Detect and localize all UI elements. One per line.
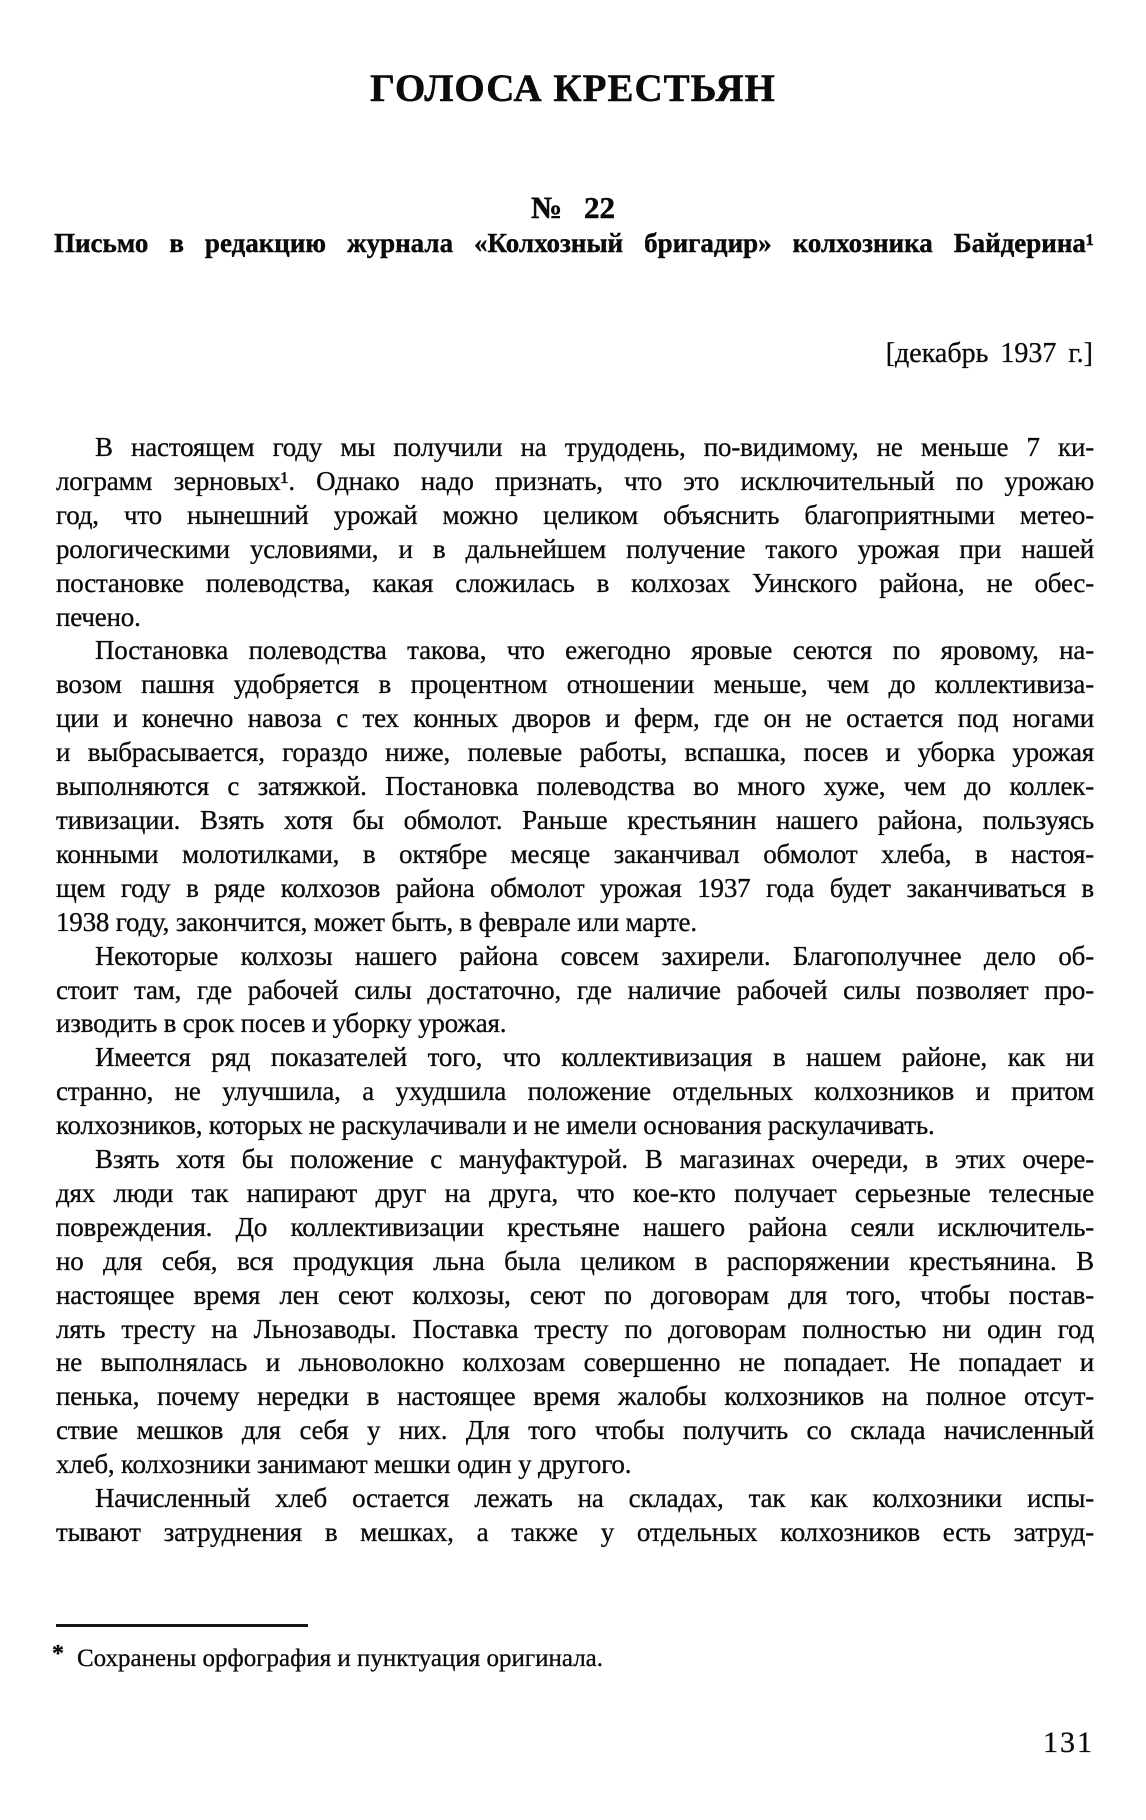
text-line: тивизации. Взять хотя бы обмолот. Раньше крестьянин нашего района, пользуясь (56, 804, 1094, 835)
text-line: Взять хотя бы положение с мануфактурой. В магазинах очереди, в этих очере- (95, 1144, 1094, 1175)
footnote-divider (56, 1624, 308, 1627)
footnote-marker: * (52, 1641, 64, 1667)
text-line: стоит там, где рабочей силы достаточно, где наличие рабочей силы позволяет про- (56, 974, 1094, 1005)
text-line: возом пашня удобряется в процентном отношении меньше, чем до коллективиза- (56, 669, 1094, 700)
paragraph (56, 1482, 1094, 1550)
text-line: щем году в ряде колхозов района обмолот урожая 1937 года будет заканчиваться в (56, 872, 1094, 903)
text-line: повреждения. До коллективизации крестьяне нашего района сеяли исключитель- (56, 1211, 1094, 1242)
text-line: Начисленный хлеб остается лежать на складах, так как колхозники испы- (95, 1483, 1094, 1514)
text-line: постановке полеводства, какая сложилась в колхозах Уинского района, не обес- (56, 567, 1094, 598)
text-line: но для себя, вся продукция льна была целиком в распоряжении крестьянина. В (56, 1245, 1094, 1276)
paragraph (56, 940, 1094, 1042)
text-line: изводить в срок посев и уборку урожая. (56, 1008, 507, 1039)
text-line: ции и конечно навоза с тех конных дворов и ферм, где он не остается под ногами (56, 703, 1094, 734)
text-line: колхозников, которых не раскулачивали и не имели основания раскулачивать. (56, 1110, 935, 1141)
text-line: год, что нынешний урожай можно целиком объяснить благоприятными метео- (56, 499, 1094, 530)
text-line: 1938 году, закончится, может быть, в феврале или марте. (56, 906, 697, 937)
paragraph (56, 634, 1094, 939)
text-line: рологическими условиями, и в дальнейшем получение такого урожая при нашей (56, 533, 1094, 564)
text-line: лять тресту на Льнозаводы. Поставка тресту по договорам полностью ни один год (56, 1313, 1094, 1344)
text-line: тывают затруднения в мешках, а также у отдельных колхозников есть затруд- (56, 1517, 1094, 1547)
text-line: не выполнялась и льноволокно колхозам совершенно не попадает. Не попадает и (56, 1347, 1094, 1378)
text-line: выполняются с затяжкой. Постановка полеводства во много хуже, чем до коллек- (56, 771, 1094, 802)
text-line: и выбрасывается, гораздо ниже, полевые работы, вспашка, посев и уборка урожая (56, 737, 1094, 768)
paragraph (56, 1041, 1094, 1143)
footnote-text: Сохранены орфография и пунктуация оригинала. (77, 1645, 604, 1672)
page-number: 131 (1043, 1726, 1094, 1759)
footnote (52, 1641, 812, 1673)
text-line: дях люди так напирают друг на друга, что кое-кто получает серьезные телесные (56, 1177, 1094, 1208)
document-subtitle: Письмо в редакцию журнала «Колхозный бригадир» колхозника Байдерина¹ (54, 228, 1094, 258)
text-line: конными молотилками, в октябре месяце заканчивал обмолот хлеба, в настоя- (56, 838, 1094, 869)
text-line: Постановка полеводства такова, что ежегодно яровые сеются по яровому, на- (95, 635, 1094, 666)
text-line: В настоящем году мы получили на трудодень, по-видимому, не меньше 7 ки- (95, 432, 1094, 462)
document-number-heading: № 22 (531, 190, 615, 225)
text-line: Имеется ряд показателей того, что коллективизация в нашем районе, как ни (95, 1042, 1094, 1073)
text-line: печено. (56, 601, 141, 632)
text-line: Некоторые колхозы нашего района совсем захирели. Благополучнее дело об- (95, 940, 1094, 971)
text-line: пенька, почему нередки в настоящее время жалобы колхозников на полное отсут- (56, 1381, 1094, 1412)
text-line: лограмм зерновых¹. Однако надо признать, что это исключительный по урожаю (56, 465, 1094, 496)
text-line: странно, не улучшила, а ухудшила положение отдельных колхозников и притом (56, 1076, 1094, 1107)
page-title: ГОЛОСА КРЕСТЬЯН (370, 67, 776, 110)
paragraph (56, 1143, 1094, 1482)
body-paragraphs (56, 431, 1094, 1550)
text-line: настоящее время лен сеют колхозы, сеют по договорам для того, чтобы постав- (56, 1279, 1094, 1310)
paragraph (56, 431, 1094, 634)
date-line: [декабрь 1937 г.] (885, 338, 1093, 369)
text-line: ствие мешков для себя у них. Для того чтобы получить со склада начисленный (56, 1415, 1094, 1446)
text-line: хлеб, колхозники занимают мешки один у другого. (56, 1449, 632, 1480)
